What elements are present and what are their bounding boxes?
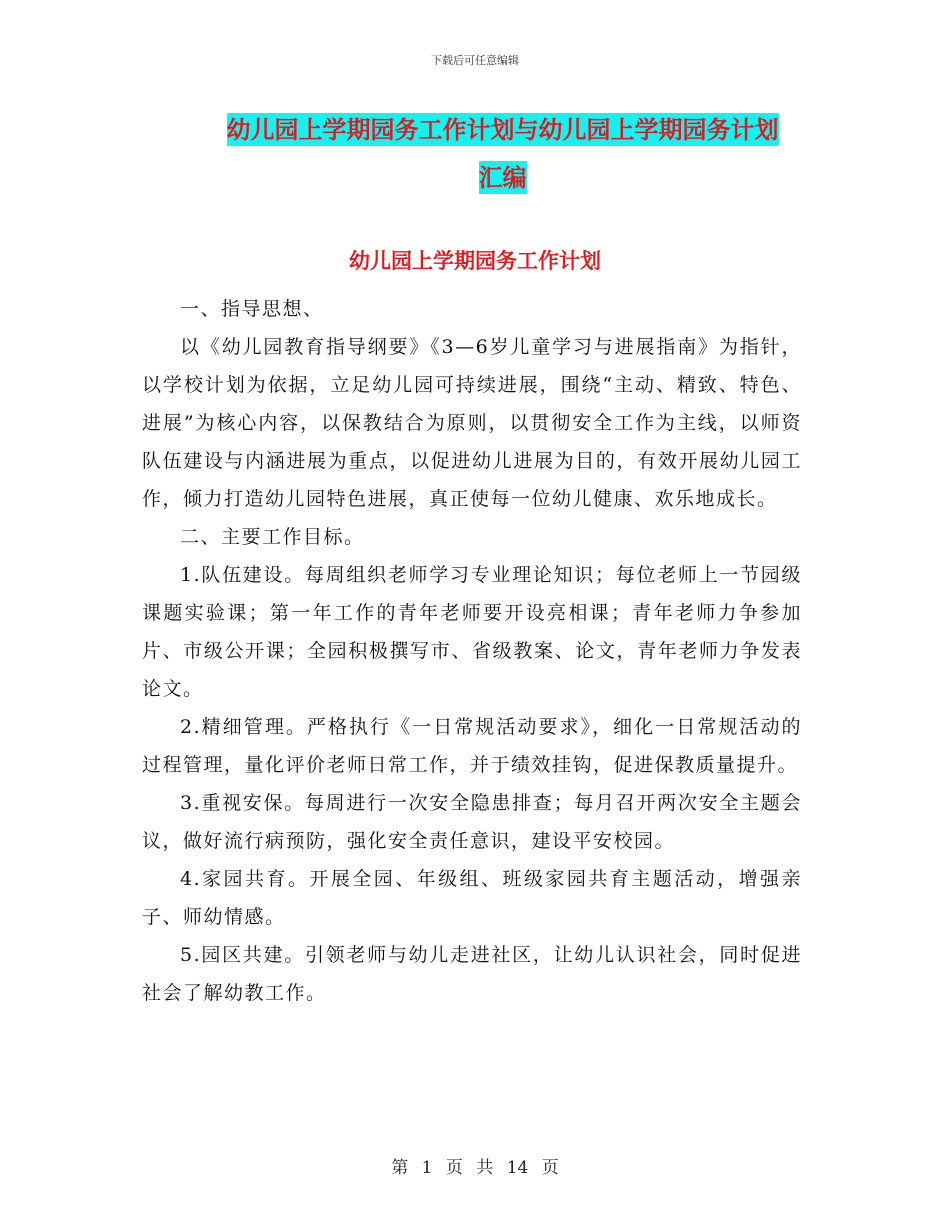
paragraph-heading-2: 二、主要工作目标。 (180, 526, 365, 548)
paragraph: 以《幼儿园教育指导纲要》《3—6岁儿童学习与进展指南》为指针，以学校计划为依据，立足幼儿园可持续进展，围绕“主动、精致、特色、进展”为核心内容，以保教结合为原则，以贯彻安全工作为主线，以师资队伍建设与内涵进展为重点，以促进幼儿进展为目的，有效开展幼儿园工作，倾力打造幼儿园特色进展，真正使每一位幼儿健康、欢乐地成长。 (142, 336, 802, 510)
paragraph-item-2: 2.精细管理。严格执行《一日常规活动要求》，细化一日常规活动的过程管理，量化评价老师日常工作，并于绩效挂钩，促进保教质量提升。 (142, 716, 802, 776)
page-header: 下载后可任意编辑 (431, 54, 519, 67)
paragraph-item-4: 4.家园共育。开展全园、年级组、班级家园共育主题活动，增强亲子、师幼情感。 (142, 868, 802, 928)
paragraph-item-1: 1.队伍建设。每周组织老师学习专业理论知识；每位老师上一节园级课题实验课；第一年工作的青年老师要开设亮相课；青年老师力争参加片、市级公开课；全园积极撰写市、省级教案、论文，青年老师力争发表论文。 (142, 564, 802, 700)
document-title-line1: 幼儿园上学期园务工作计划与幼儿园上学期园务计划 (226, 115, 779, 144)
paragraph-item-3: 3.重视安保。每周进行一次安全隐患排查；每月召开两次安全主题会议，做好流行病预防，强化安全责任意识，建设平安校园。 (142, 792, 802, 852)
body-text (142, 290, 802, 1012)
document-title (140, 106, 865, 202)
document-title-line2: 汇编 (478, 163, 527, 192)
page-footer: 第 1 页 共 14 页 (391, 1158, 559, 1178)
paragraph-heading-1: 一、指导思想、 (180, 298, 324, 320)
paragraph-item-5: 5.园区共建。引领老师与幼儿走进社区，让幼儿认识社会，同时促进社会了解幼教工作。 (142, 944, 802, 1004)
section-title: 幼儿园上学期园务工作计划 (349, 248, 601, 273)
